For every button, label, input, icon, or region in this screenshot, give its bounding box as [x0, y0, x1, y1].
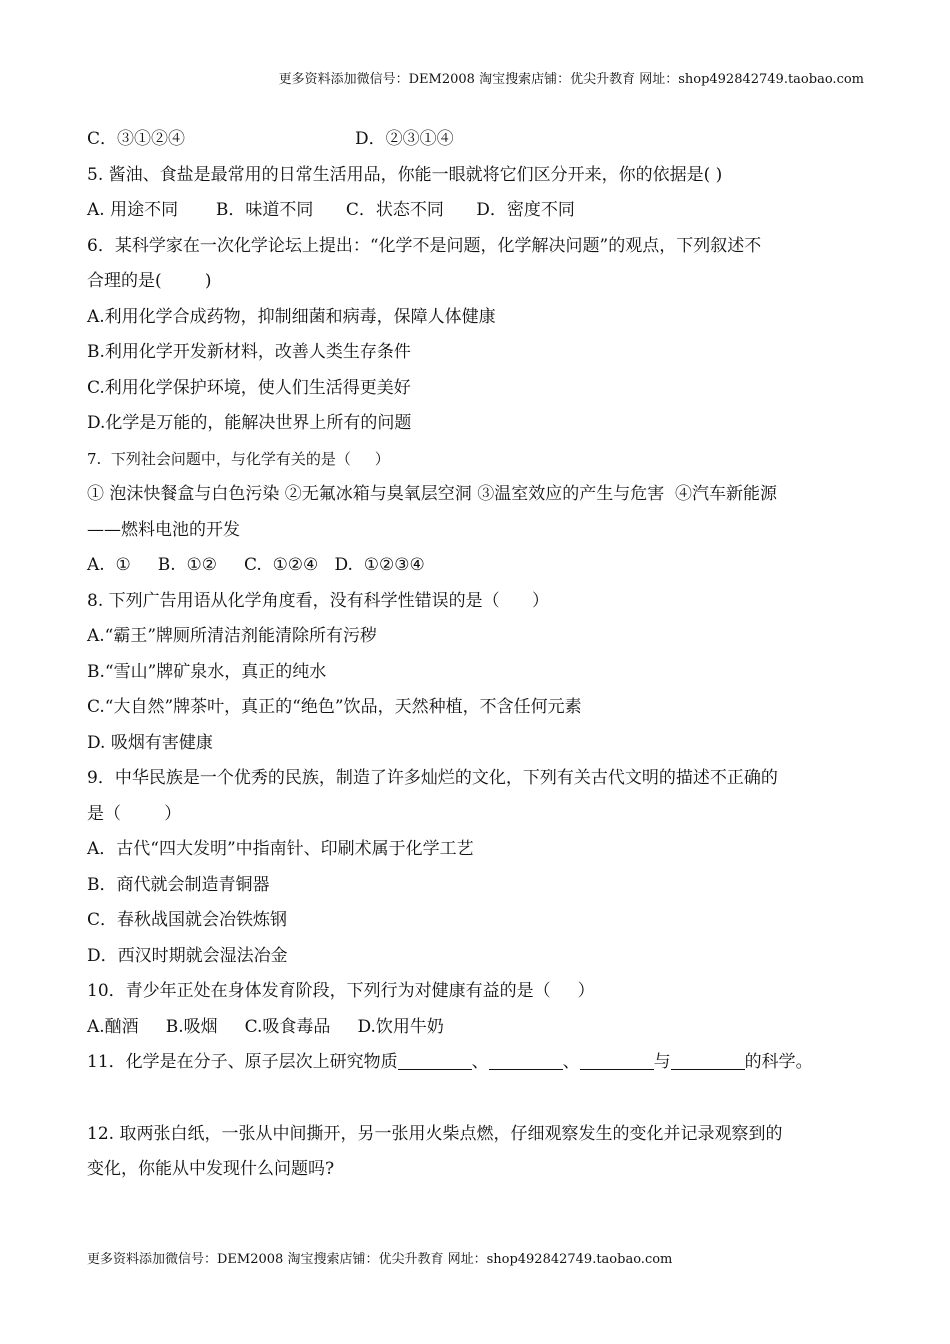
q9-option-d: D．西汉时期就会湿法冶金 [87, 945, 288, 966]
q11-suffix: 的科学。 [744, 1052, 813, 1072]
q11-blank-1[interactable] [398, 1051, 472, 1070]
q7-items-line2: ——燃料电池的开发 [87, 519, 240, 540]
q8-option-a: A.“霸王”牌厕所清洁剂能清除所有污秽 [87, 626, 378, 646]
q9-option-c: C．春秋战国就会冶铁炼钢 [87, 910, 288, 930]
q6-option-b: B.利用化学开发新材料，改善人类生存条件 [87, 342, 411, 362]
q11-sep-3: 与 [653, 1052, 671, 1072]
q6-stem-line2: 合理的是( ) [87, 271, 212, 291]
q7-options: A. ① B. ①② C. ①②④ D. ①②③④ [87, 555, 425, 575]
question-list [87, 122, 877, 1188]
q8-option-b: B.“雪山”牌矿泉水，真正的纯水 [87, 661, 327, 682]
q8-option-d: D. 吸烟有害健康 [87, 732, 213, 753]
q5-stem: 5. 酱油、食盐是最常用的日常生活用品，你能一眼就将它们区分开来，你的依据是( ) [87, 164, 723, 185]
q6-option-a: A.利用化学合成药物，抑制细菌和病毒，保障人体健康 [87, 306, 496, 327]
q10-options: A.酗酒 B.吸烟 C.吸食毒品 D.饮用牛奶 [87, 1016, 444, 1037]
q9-stem-line2: 是（ ） [87, 803, 182, 824]
q6-option-d: D.化学是万能的，能解决世界上所有的问题 [87, 413, 412, 433]
q4-options [87, 122, 877, 158]
q11-sep-2: 、 [562, 1052, 580, 1072]
q9-option-b: B．商代就会制造青铜器 [87, 874, 270, 895]
q8-option-c: C.“大自然”牌茶叶，真正的“绝色”饮品，天然种植，不含任何元素 [87, 697, 582, 717]
q9-option-a: A．古代“四大发明”中指南针、印刷术属于化学工艺 [87, 839, 474, 859]
q11-blank-2[interactable] [489, 1051, 563, 1070]
q5-options: A. 用途不同 B．味道不同 C．状态不同 D．密度不同 [87, 200, 575, 220]
q6-stem-line1: 6．某科学家在一次化学论坛上提出：“化学不是问题，化学解决问题”的观点，下列叙述不 [87, 235, 762, 256]
q11-blank-4[interactable] [671, 1051, 745, 1070]
q11-blank-3[interactable] [580, 1051, 654, 1070]
q11-stem [87, 1045, 877, 1081]
q4-option-c: C．③①②④ [87, 129, 186, 149]
q8-stem: 8. 下列广告用语从化学角度看，没有科学性错误的是（ ） [87, 590, 550, 611]
q9-stem-line1: 9．中华民族是一个优秀的民族，制造了许多灿烂的文化，下列有关古代文明的描述不正确的 [87, 768, 778, 788]
footer-note: 更多资料添加微信号：DEM2008 淘宝搜索店铺：优尖升教育 网址：shop492842749.taobao.com [87, 1252, 673, 1267]
q7-stem: 7. 下列社会问题中，与化学有关的是（ ） [87, 449, 390, 468]
q10-stem: 10．青少年正处在身体发育阶段，下列行为对健康有益的是（ ） [87, 981, 595, 1001]
header-note: 更多资料添加微信号：DEM2008 淘宝搜索店铺：优尖升教育 网址：shop492842749.taobao.com [278, 72, 864, 87]
q7-items-line1: ① 泡沫快餐盒与白色污染 ②无氟冰箱与臭氧层空洞 ③温室效应的产生与危害 ④汽车新能源 [87, 484, 778, 504]
q4-option-d: D．②③①④ [355, 129, 454, 149]
q6-option-c: C.利用化学保护环境，使人们生活得更美好 [87, 377, 411, 398]
q11-prefix: 11．化学是在分子、原子层次上研究物质 [87, 1052, 398, 1072]
q12-stem-line1: 12. 取两张白纸，一张从中间撕开，另一张用火柴点燃，仔细观察发生的变化并记录观察到的 [87, 1123, 783, 1144]
q12-stem-line2: 变化，你能从中发现什么问题吗? [87, 1159, 335, 1179]
q11-sep-1: 、 [471, 1052, 489, 1072]
spacer [87, 1081, 877, 1117]
